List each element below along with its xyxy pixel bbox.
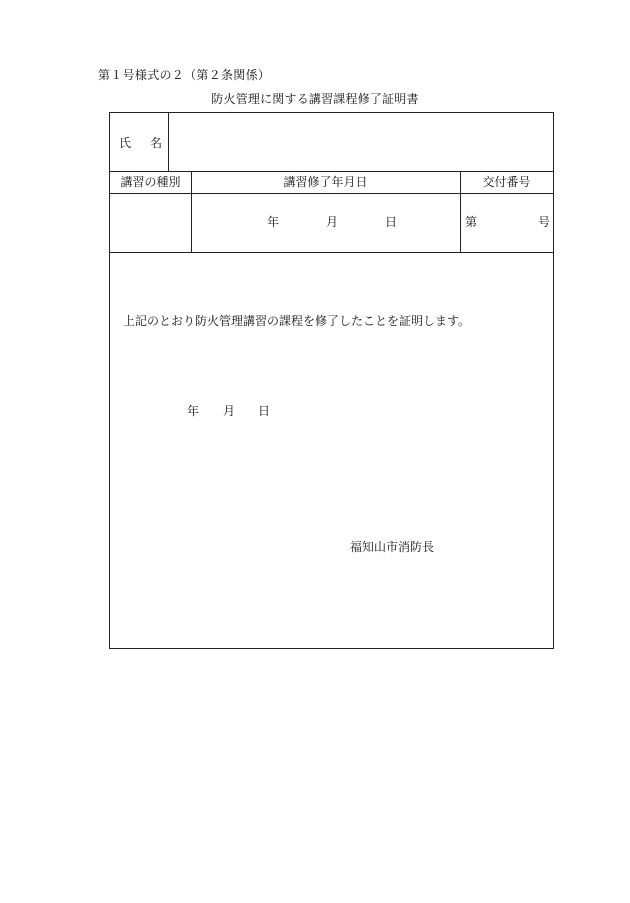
issue-number-suffix: 号 [538,215,551,229]
document-title: 防火管理に関する講習課程修了証明書 [211,92,419,106]
name-label-divider [168,113,169,171]
issuer-name: 福知山市消防長 [350,540,435,554]
completion-day-label: 日 [385,215,398,229]
form-number: 第１号様式の２（第２条関係） [98,68,271,82]
certification-statement: 上記のとおり防火管理講習の課程を修了したことを証明します。 [123,314,471,328]
completion-month-label: 月 [326,215,339,229]
name-label-first: 氏 [119,136,132,150]
completion-year-label: 年 [267,215,280,229]
certification-month-label: 月 [223,404,236,418]
header-completion-date: 講習修了年月日 [283,175,368,189]
name-label-second: 名 [150,136,163,150]
header-issue-number: 交付番号 [482,175,531,189]
rule-after-data-row [110,252,553,253]
rule-after-headers [110,193,553,194]
certificate-form [109,112,554,649]
certification-day-label: 日 [258,404,271,418]
certification-year-label: 年 [187,404,200,418]
rule-after-name [110,171,553,172]
header-course-type: 講習の種別 [120,175,181,189]
issue-number-prefix: 第 [465,215,478,229]
